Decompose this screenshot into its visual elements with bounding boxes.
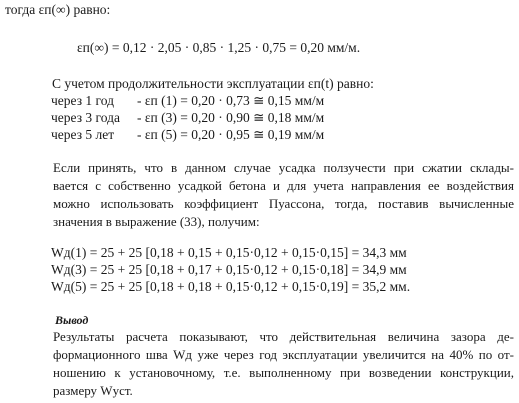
conclusion-line: размеру Wуст. [53,383,133,398]
duration-intro: С учетом продолжительности эксплуатации εп(t) равно: [52,76,374,91]
main-formula: εп(∞) = 0,12 · 2,05 · 0,85 · 1,25 · 0,75 = 0,20 мм/м. [77,40,361,55]
conclusion-line: Результаты расчета показывают, что действительная величина зазора де- [53,329,514,344]
intro-line: тогда εп(∞) равно: [5,2,111,17]
duration-formula: - εп (3) = 0,20 · 0,90 ≅ 0,18 мм/м [137,110,325,125]
duration-label: через 1 год [51,93,114,108]
paragraph-line: можно использовать коэффициент Пуассона, тогда, поставив вычисленные [53,196,514,211]
conclusion-line: ношению к установочному, т.е. выполненному при возведении конструкции, [53,365,514,380]
paragraph-line: вается с собственно усадкой бетона и для учета направления ее воздействия [53,178,514,193]
duration-formula: - εп (1) = 0,20 · 0,73 ≅ 0,15 мм/м [137,93,325,108]
conclusion-line: формационного шва Wд уже через год эксплуатации увеличится на 40% по от- [53,347,514,362]
conclusion-heading: Вывод [55,313,89,327]
duration-formula: - εп (5) = 0,20 · 0,95 ≅ 0,19 мм/м [137,127,325,142]
duration-label: через 5 лет [51,127,115,142]
duration-label: через 3 года [51,110,120,125]
paragraph-line: Если принять, что в данном случае усадка ползучести при сжатии склады- [53,160,514,175]
paragraph-line: значения в выражение (33), получим: [53,214,260,229]
w-formula: Wд(1) = 25 + 25 [0,18 + 0,15 + 0,15·0,12 + 0,15·0,15] = 34,3 мм [51,245,407,260]
w-formula: Wд(3) = 25 + 25 [0,18 + 0,17 + 0,15·0,12 + 0,15·0,18] = 34,9 мм [51,262,407,277]
w-formula: Wд(5) = 25 + 25 [0,18 + 0,18 + 0,15·0,12 + 0,15·0,19] = 35,2 мм. [51,279,411,294]
